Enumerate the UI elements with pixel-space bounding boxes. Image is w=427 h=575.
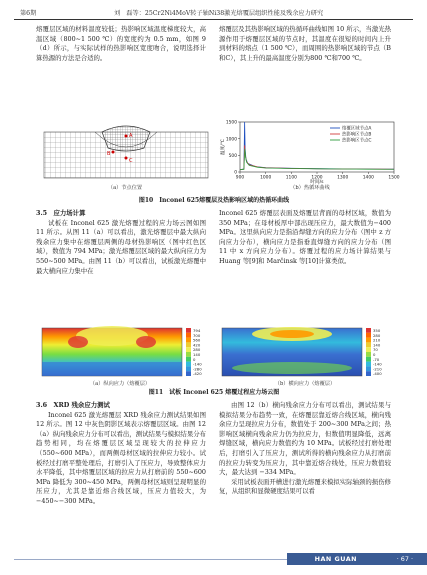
legend-swatch — [366, 347, 371, 352]
longitudinal-stress-contour — [40, 322, 210, 380]
legend-swatch — [366, 342, 371, 347]
legend-label: 140 — [373, 342, 381, 348]
x-tick-label: 1000 — [260, 175, 272, 181]
legend-label: -420 — [193, 371, 202, 377]
legend-label: 热影响区节点B — [342, 132, 372, 138]
mesh-diagram — [40, 122, 212, 182]
legend-swatch — [366, 366, 371, 371]
legend-swatch — [186, 371, 191, 376]
legend-swatch — [186, 342, 191, 347]
legend-label: -210 — [373, 366, 382, 372]
fig11b-contour — [220, 322, 390, 380]
legend-label: 0 — [193, 356, 196, 362]
legend-swatch — [366, 357, 371, 362]
legend-swatch — [186, 362, 191, 367]
legend-label: 350 — [373, 328, 381, 333]
legend-swatch — [366, 371, 371, 376]
paragraph: Inconel 625 激光熔覆层 XRD 残余应力测试结果如图 12 所示。图 12 中灰色阴影区域表示熔覆层区域。由图 12（a）纵向残余应力分布可以看出，测试结果与模拟结果分布趋势相同，均在熔覆层区域呈现较大的拉伸应力（550~600 MPa），而两侧母材区域的拉伸应力较小。试板经过打磨平整处理后，打磨引入了压应力，导致整体应力水平降低，其中熔覆层区域的拉应力从打磨前的 550~600 MPa 降低为 300~450 MPa，两侧母材区域则呈现明显的压应力，尤其是靠近熔合线区域，压应力值较大，为−450~−300 MPa。 — [36, 410, 206, 505]
y-tick-label: 1500 — [225, 120, 237, 126]
legend-swatch — [366, 333, 371, 338]
sec35-right-column — [219, 209, 391, 267]
legend-swatch — [186, 338, 191, 343]
fig11b-subcaption: （b）横向应力（熔覆层） — [274, 381, 336, 387]
x-axis-label: 时间/s — [310, 180, 324, 185]
transverse-stress-contour — [220, 322, 390, 380]
x-tick-label: 1400 — [362, 175, 374, 181]
legend-swatch — [186, 333, 191, 338]
fig11-caption: 图11 试板 Inconel 625 熔覆过程应力场云图 — [148, 389, 280, 396]
legend-swatch — [366, 352, 371, 357]
legend-label: 280 — [193, 347, 201, 353]
paragraph: 试板在 Inconel 625 激光熔覆过程的应力场云图如图 11 所示。从图 11（a）可以看出，激光熔覆层中最大纵向残余应力集中在熔覆层两侧的母材热影响区（图中红色区域），数值为 794 MPa；激光熔覆层区域的最大纵向应力为 550~500 MPa。由图 11（b）可以看出，试板激光熔覆中最大横向应力集中在 — [36, 218, 206, 275]
x-tick-label: 1100 — [285, 175, 297, 181]
legend-swatch — [366, 338, 371, 343]
paragraph: Inconel 625 熔覆层表面及熔覆层背面的母材区域，数值为 350 MPa；在母材板厚中部出现压应力，最大数值为−400 MPa。这里纵向应力是指沿焊缝方向的应力分布（图中 z 方向应力分布），横向应力是指垂直焊缝方向的应力分布（图 11 中 x 方向应力分布）。熔覆过程的应力场计算结果与 Huang 等[9]和 Marčinsk 等[10]计算类似。 — [219, 209, 391, 265]
legend-label: -280 — [193, 366, 202, 372]
node-c-label: C — [129, 158, 133, 164]
legend-label: -400 — [373, 371, 382, 377]
page-footer — [0, 551, 427, 575]
thermal-cycle-chart — [218, 118, 398, 184]
x-tick-label: 1300 — [337, 175, 349, 181]
paragraph: 采用试板表面开槽进行激光熔覆来模拟实际轴颈的损伤修复，从组织和显微硬度结果可以看 — [219, 477, 391, 496]
sec35-left-column — [36, 209, 206, 276]
fig10-caption: 图10 Inconel 625熔覆层及热影响区域的热循环曲线 — [138, 197, 290, 204]
legend-label: 140 — [193, 352, 201, 357]
issue-number: 第6期 — [20, 10, 37, 17]
sec36-left-column — [36, 401, 206, 507]
legend-label: 700 — [193, 332, 201, 338]
journal-brand: HAN GUAN — [314, 555, 357, 563]
header-rule — [14, 19, 413, 20]
y-tick-label: 1000 — [225, 137, 237, 143]
legend-label: 420 — [193, 342, 201, 348]
legend-swatch — [186, 347, 191, 352]
legend-label: 210 — [373, 337, 381, 343]
top-left-column — [36, 25, 206, 63]
paragraph: 熔覆层区域的材料温度较低；热影响区域温度梯度较大，高温区域（800~1 500 ℃）的宽度约为 0.5 mm，如图 9（d）所示，与实际试样的热影响区宽度吻合，说明选择计算热源的方法是合适的。 — [36, 25, 206, 62]
paragraph: 由图 12（b）横向残余应力分布可以看出，测试结果与模拟结果分布趋势一致，在熔覆层靠近熔合线区域，横向残余应力呈现拉应力分布，数值处于 200~300 MPa之间；热影响区域横向残余应力仍为拉应力，但数值明显降低，远离焊缝区域，横向应力数值约为 10 MPa。试板经过打磨处理后，打磨引入了压应力，测试所得的横向残余应力从打磨前的拉应力转变为压应力，其中靠近熔合线处，压应力数值较大，最大达到 −334 MPa。 — [219, 401, 391, 477]
legend-swatch — [366, 328, 371, 333]
fig10a-subcaption: （a）节点位置 — [107, 185, 143, 191]
page-number: · 67 · — [396, 555, 413, 563]
legend-label: -140 — [373, 361, 382, 367]
top-right-column — [219, 25, 391, 63]
legend-label: 560 — [193, 337, 201, 343]
sec36-right-column — [219, 401, 391, 497]
fig11a-subcaption: （a）纵向应力（熔覆层） — [89, 381, 151, 387]
fig10a-mesh — [40, 122, 212, 182]
x-tick-label: 900 — [235, 175, 245, 181]
legend-label: 熔覆区域节点A — [342, 126, 372, 132]
series-line — [240, 145, 394, 169]
legend-label: 0 — [373, 352, 376, 357]
legend-label: -140 — [193, 361, 202, 367]
fig10b-chart — [218, 118, 398, 184]
legend-label: 热影响区节点C — [342, 138, 372, 144]
legend-label: 794 — [193, 328, 201, 333]
paragraph: 熔覆层及其热影响区域的热循环曲线如图 10 所示，当激光热源作用于熔覆层区域的节点时，其温度在很短的时间内上升到材料的熔点（1 500 ℃），而周围的热影响区域的节点（B和C），其上升的最高温度分别为800 ℃和700 ℃。 — [219, 25, 391, 62]
x-tick-label: 1200 — [311, 175, 323, 181]
legend-swatch — [186, 328, 191, 333]
legend-label: 70 — [373, 347, 378, 353]
node-a-label: A — [129, 133, 133, 139]
x-tick-label: 1500 — [388, 175, 400, 181]
node-b-label: B — [107, 151, 111, 157]
legend-swatch — [366, 362, 371, 367]
y-tick-label: 500 — [228, 153, 237, 159]
legend-swatch — [186, 366, 191, 371]
fig10b-subcaption: （b）热循环曲线 — [290, 185, 330, 191]
legend-label: -70 — [373, 356, 380, 362]
legend-swatch — [186, 357, 191, 362]
running-title: 刘 磊等：25Cr2Ni4MoV转子轴Ni38激光熔覆层组织性能及残余应力研究 — [114, 10, 324, 17]
page-header — [14, 6, 413, 20]
fig11a-contour — [40, 322, 210, 380]
y-axis-label: 温度/℃ — [221, 139, 226, 155]
section-heading: 3.6 XRD 残余应力测试 — [36, 401, 110, 409]
footer-rule — [14, 559, 287, 560]
y-tick-label: 0 — [234, 170, 237, 176]
legend-swatch — [186, 352, 191, 357]
section-heading: 3.5 应力场计算 — [36, 209, 86, 217]
legend-label: 280 — [373, 332, 381, 338]
series-line — [240, 149, 394, 170]
